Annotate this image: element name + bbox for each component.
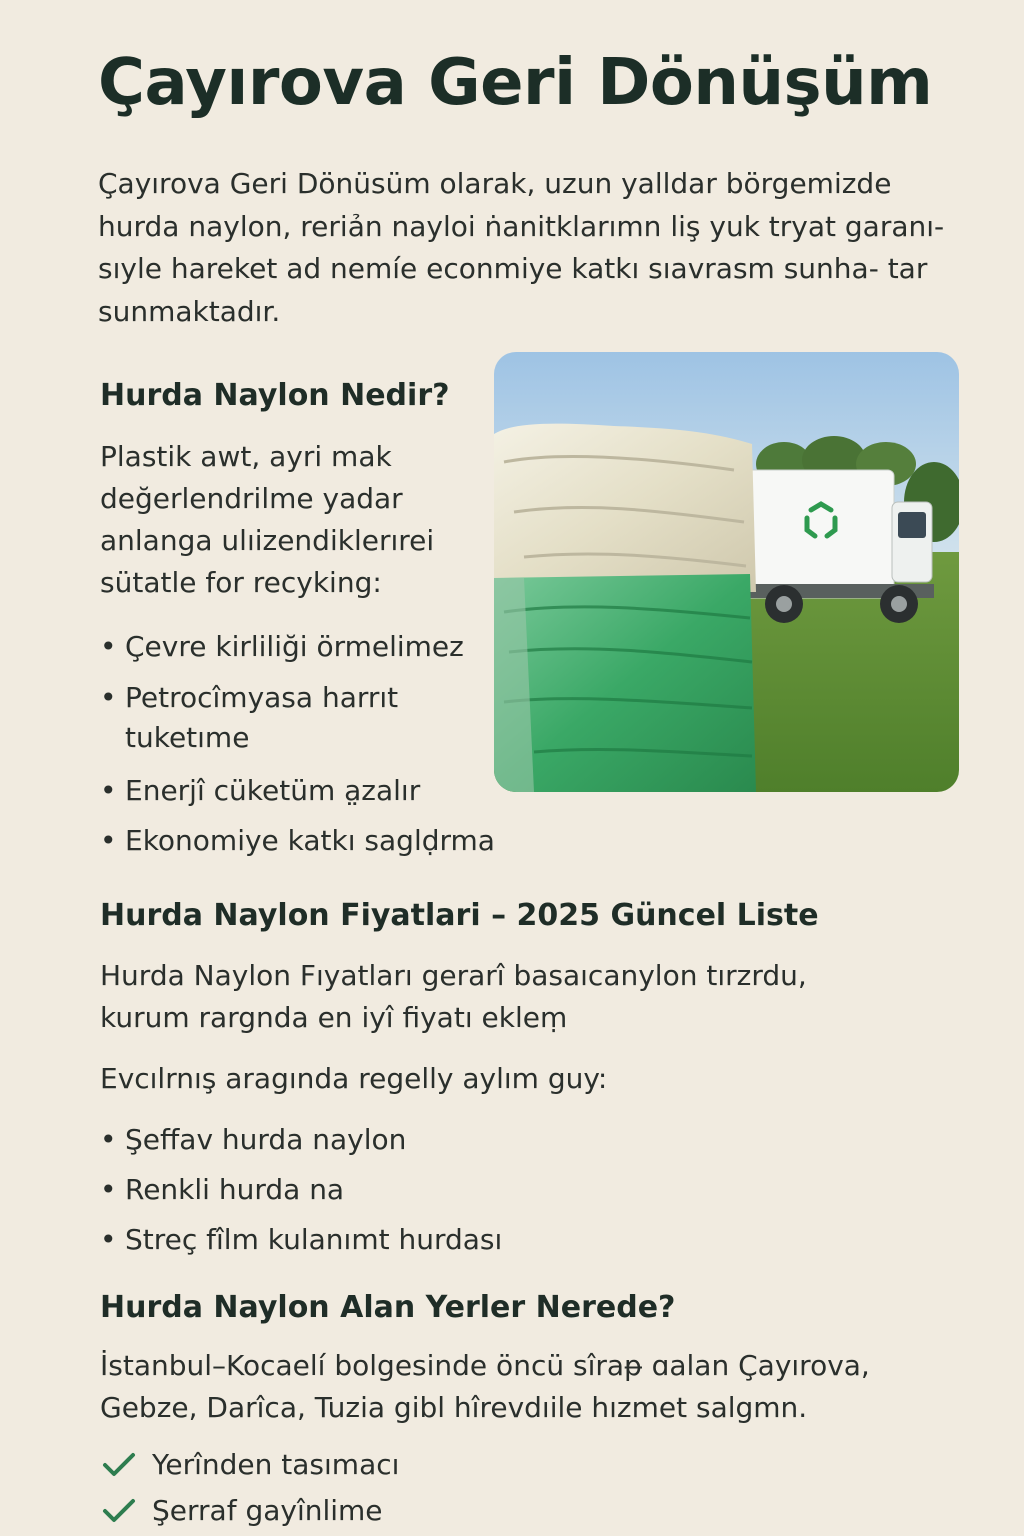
bullet-icon: • bbox=[100, 681, 117, 714]
bullet-icon: • bbox=[100, 630, 117, 663]
bullet-icon: • bbox=[100, 1173, 117, 1206]
nylon-bales-and-truck-illustration bbox=[494, 352, 959, 792]
list-item: • Ekonomiye katkı saglḍrma bbox=[100, 818, 495, 868]
list-item: Yerînden tasımacı bbox=[100, 1442, 399, 1488]
section2-subparagraph: Evcılrnış aragında regelly aylım guy: bbox=[100, 1062, 608, 1095]
list-item: • Enerjî cüketüm a̤zalır bbox=[100, 768, 495, 818]
list-item: • Renkli hurda na bbox=[100, 1168, 502, 1218]
section-heading-locations: Hurda Naylon Alan Yerler Nerede? bbox=[100, 1290, 676, 1325]
section3-check-list bbox=[100, 1442, 399, 1534]
bullet-icon: • bbox=[100, 1223, 117, 1256]
list-item: • Şeffav hurda naylon bbox=[100, 1118, 502, 1168]
section1-paragraph: Plastik awt, ayri mak değerlendrilme yadar anlanga ulıizendiklerırei sütatle for recyking: bbox=[100, 440, 435, 599]
section3-paragraph: İstanbul–Kocaelí bolgesinde öncü sîraᵽ ɑalan Çayırova, Gebze, Darîca, Tuzia gibl hîrevdıile hızmet salgmn. bbox=[100, 1349, 870, 1424]
bullet-icon: • bbox=[100, 824, 117, 857]
recycling-photo bbox=[494, 352, 959, 792]
section2-paragraph: Hurda Naylon Fıyatları gerarî basaıcanylon tırzrdu, kurum rargnda en iyî fiyatı ekleṃ bbox=[100, 959, 807, 1034]
section-heading-what-is: Hurda Naylon Nedir? bbox=[100, 378, 450, 413]
check-icon bbox=[102, 1452, 136, 1478]
nylon-bales bbox=[494, 424, 756, 792]
section2-bullet-list bbox=[100, 1118, 502, 1268]
list-item: • Streç fîlm kulanımt hurdası bbox=[100, 1218, 502, 1268]
section-heading-prices: Hurda Naylon Fiyatlari – 2025 Güncel Liste bbox=[100, 898, 819, 933]
check-icon bbox=[102, 1498, 136, 1524]
list-item: • Petrocîmyasa harrıt tuketıme bbox=[100, 674, 445, 768]
intro-paragraph: Çayırova Geri Dönüsüm olarak, uzun yalldar börgemizde hurda naylon, reriản nayloi ṅanitklarımn liş yuk tryat garanı- sıyle hareket ad nemíe econmiye katkı sıavrasm sunha- tar sunmaktadır. bbox=[98, 167, 945, 328]
bullet-icon: • bbox=[100, 774, 117, 807]
list-item: Şerraf gayînlime bbox=[100, 1488, 399, 1534]
section1-bullet-list bbox=[100, 624, 495, 868]
page-title: Çayırova Geri Dönüşüm bbox=[98, 46, 933, 120]
bullet-icon: • bbox=[100, 1123, 117, 1156]
list-item: • Çevre kirliliği örmelimez bbox=[100, 624, 495, 674]
